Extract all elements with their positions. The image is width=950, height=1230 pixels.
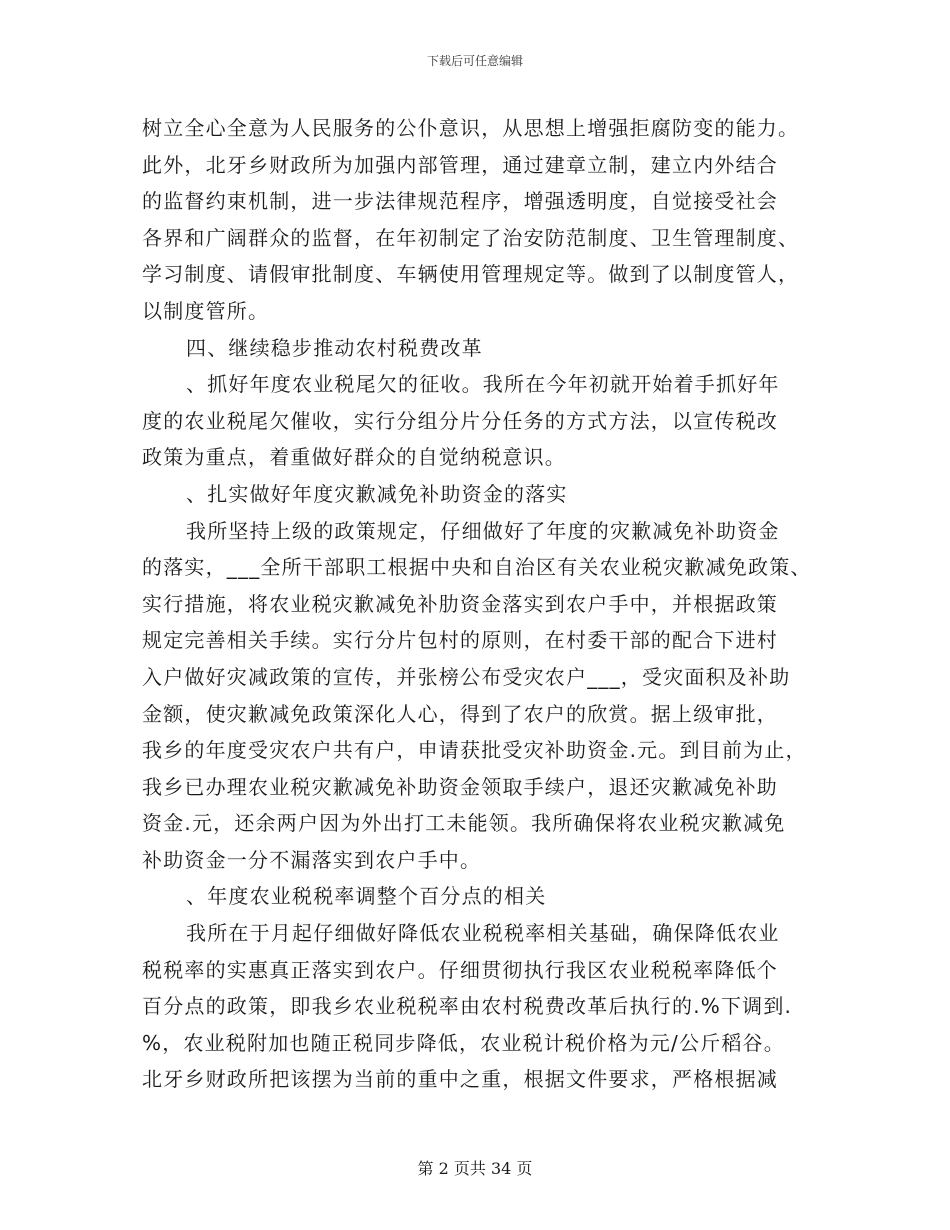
page-footer: 第 2 页共 34 页: [417, 1159, 533, 1178]
paragraph-line: %，农业税附加也随正税同步降低，农业税计税价格为元/公斤稻谷。: [142, 1030, 785, 1055]
paragraph-line: 学习制度、请假审批制度、车辆使用管理规定等。做到了以制度管人，: [142, 262, 800, 287]
paragraph-line: 补助资金一分不漏落实到农户手中。: [142, 847, 482, 872]
paragraph-line: 我乡已办理农业税灾歉减免补助资金领取手续户，退还灾歉减免补助: [142, 774, 778, 799]
paragraph-line: 政策为重点，着重做好群众的自觉纳税意识。: [142, 445, 566, 470]
paragraph-line: 资金.元，还余两户因为外出打工未能领。我所确保将农业税灾歉减免: [142, 811, 786, 836]
paragraph-line: 以制度管所。: [142, 298, 270, 323]
paragraph-line: 我所在于月起仔细做好降低农业税税率相关基础，确保降低农业: [186, 921, 780, 946]
paragraph-line: 的监督约束机制，进一步法律规范程序，增强透明度，自觉接受社会: [142, 189, 778, 214]
paragraph-line: 北牙乡财政所把该摆为当前的重中之重，根据文件要求，严格根据减: [142, 1067, 778, 1092]
subsection-heading: 、年度农业税税率调整个百分点的相关: [186, 884, 547, 909]
paragraph-line: 税税率的实惠真正落实到农户。仔细贯彻执行我区农业税税率降低个: [142, 957, 778, 982]
paragraph-line: 、抓好年度农业税尾欠的征收。我所在今年初就开始着手抓好年: [186, 372, 780, 397]
section-heading: 四、继续稳步推动农村税费改革: [186, 335, 483, 360]
paragraph-line: 此外，北牙乡财政所为加强内部管理，通过建章立制，建立内外结合: [142, 152, 778, 177]
paragraph-line: 百分点的政策，即我乡农业税税率由农村税费改革后执行的.%下调到.: [142, 994, 793, 1019]
paragraph-line: 入户做好灾减政策的宣传，并张榜公布受灾农户___，受灾面积及补助: [142, 664, 791, 689]
paragraph-line: 我乡的年度受灾农户共有户，申请获批受灾补助资金.元。到目前为止，: [142, 738, 807, 763]
paragraph-line: 各界和广阔群众的监督，在年初制定了治安防范制度、卫生管理制度、: [142, 225, 800, 250]
page-header: 下载后可任意编辑: [426, 54, 523, 68]
paragraph-line: 度的农业税尾欠催收，实行分组分片分任务的方式方法，以宣传税改: [142, 408, 778, 433]
subsection-heading: 、扎实做好年度灾歉减免补助资金的落实: [186, 481, 568, 506]
paragraph-line: 实行措施，将农业税灾歉减免补肋资金落实到农户手中，并根据政策: [142, 591, 778, 616]
paragraph-line: 规定完善相关手续。实行分片包村的原则，在村委干部的配合下进村: [142, 628, 778, 653]
paragraph-line: 的落实，___全所干部职工根据中央和自治区有关农业税灾歉减免政策、: [142, 555, 812, 580]
paragraph-line: 我所坚持上级的政策规定，仔细做好了年度的灾歉减免补助资金: [186, 518, 780, 543]
paragraph-line: 金额，使灾歉减免政策深化人心，得到了农户的欣赏。据上级审批，: [142, 701, 778, 726]
document-body: [142, 110, 822, 1098]
paragraph-line: 树立全心全意为人民服务的公仆意识，从思想上增强拒腐防变的能力。: [142, 116, 800, 140]
